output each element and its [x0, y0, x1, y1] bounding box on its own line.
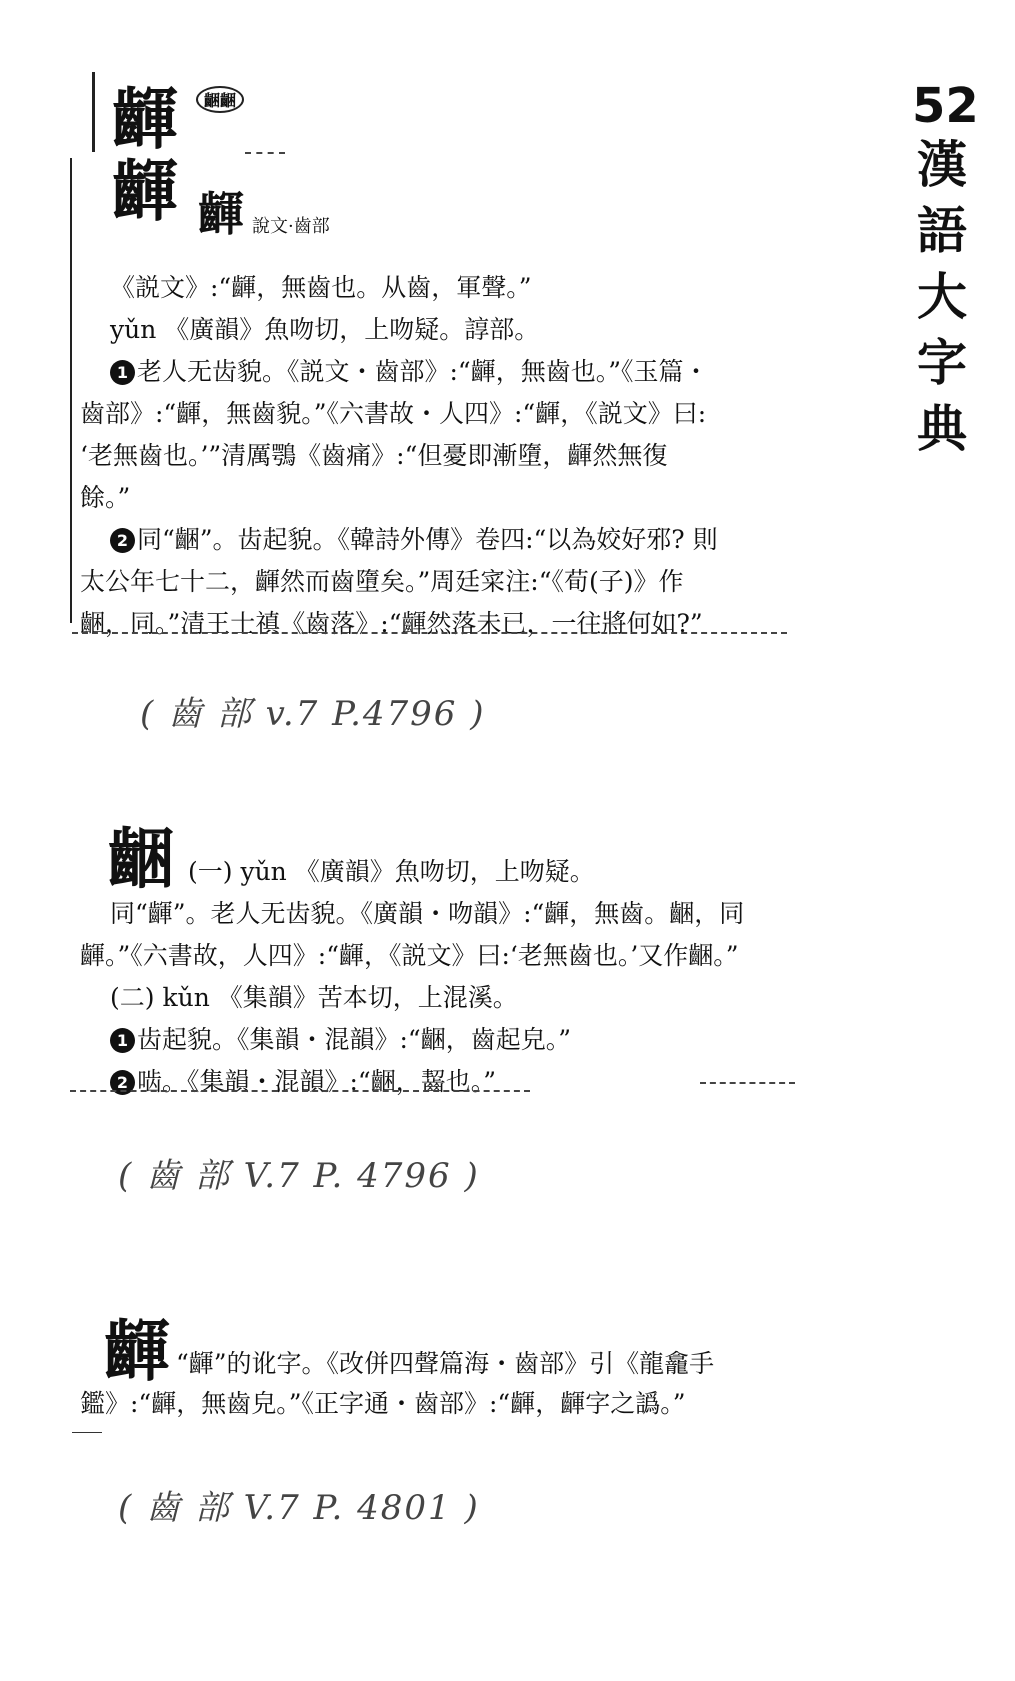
variant-forms: 齫齫 [196, 86, 244, 113]
text-line: (一) yǔn 《廣韻》魚吻切，上吻疑。 [188, 857, 595, 886]
text-line: 2 同“齫”。齿起貌。《韓詩外傳》卷四:“以為姣好邪? 則 [110, 514, 718, 566]
text-line: ‘老無齒也。’”清厲鶚《齒痛》:“但憂即漸墮，齳然無復 [80, 441, 668, 470]
handwritten-reference: ( 齒 部 V.7 P. 4801 ) [118, 1488, 480, 1528]
handwritten-reference: ( 齒 部 V.7 P. 4796 ) [118, 1156, 480, 1196]
text-line: 鑑》:“齳，無齒皃。”《正字通・齒部》:“齳，齳字之譌。” [80, 1389, 686, 1418]
text-line: 1 老人无齿貌。《説文・齒部》:“齳，無齒也。”《玉篇・ [110, 346, 709, 398]
seal-source: 說文·齒部 [252, 216, 330, 237]
seal-script-glyph: 齳 [198, 187, 244, 241]
text-line: 齒部》:“齳，無齒貌。”《六書故・人四》:“齳，《説文》曰: [80, 399, 707, 428]
divider [70, 1090, 530, 1092]
divider [72, 632, 787, 634]
sense-marker: 2 [110, 1070, 135, 1095]
headword: 齫 [108, 820, 174, 898]
headword: 齳 [112, 152, 178, 230]
divider [72, 1432, 102, 1433]
dictionary-title: 漢語大字典 [917, 135, 967, 458]
text-line: 齳。”《六書故，人四》:“齳，《説文》曰:‘老無齒也。’又作齫。” [80, 941, 739, 970]
divider [700, 1082, 795, 1084]
page-number: 52 [912, 78, 979, 134]
sense-marker: 2 [110, 528, 135, 553]
text-line: 齫，同。”清王士禛《齒落》:“齳然落未已，一往將何如?” [80, 609, 703, 638]
text-line: 2 啮。《集韻・混韻》:“齫，齧也。” [110, 1056, 496, 1108]
text-line: 太公年七十二，齳然而齒墮矣。”周廷寀注:“《荀(子)》作 [80, 567, 684, 596]
text-line: 餘。” [80, 483, 131, 512]
sense-marker: 1 [110, 360, 135, 385]
headword-variant: 齳 [112, 80, 178, 158]
margin-rule [70, 158, 72, 623]
divider [245, 152, 285, 154]
text-line: yǔn 《廣韻》魚吻切，上吻疑。諄部。 [110, 315, 540, 344]
text-line: 1 齿起貌。《集韻・混韻》:“齫，齒起皃。” [110, 1014, 571, 1066]
handwritten-reference: ( 齒 部 v.7 P.4796 ) [140, 694, 486, 734]
headword: 齳 [104, 1312, 170, 1390]
text-line: 同“齳”。老人无齿貌。《廣韻・吻韻》:“齳，無齒。齫，同 [110, 899, 745, 928]
text-line: 《説文》:“齳，無齒也。从齒，軍聲。” [110, 273, 532, 302]
margin-rule [92, 72, 95, 152]
text-line: “齳”的讹字。《改併四聲篇海・齒部》引《龍龕手 [176, 1349, 715, 1378]
text-line: (二) kǔn 《集韻》苦本切，上混溪。 [110, 983, 518, 1012]
sense-marker: 1 [110, 1028, 135, 1053]
